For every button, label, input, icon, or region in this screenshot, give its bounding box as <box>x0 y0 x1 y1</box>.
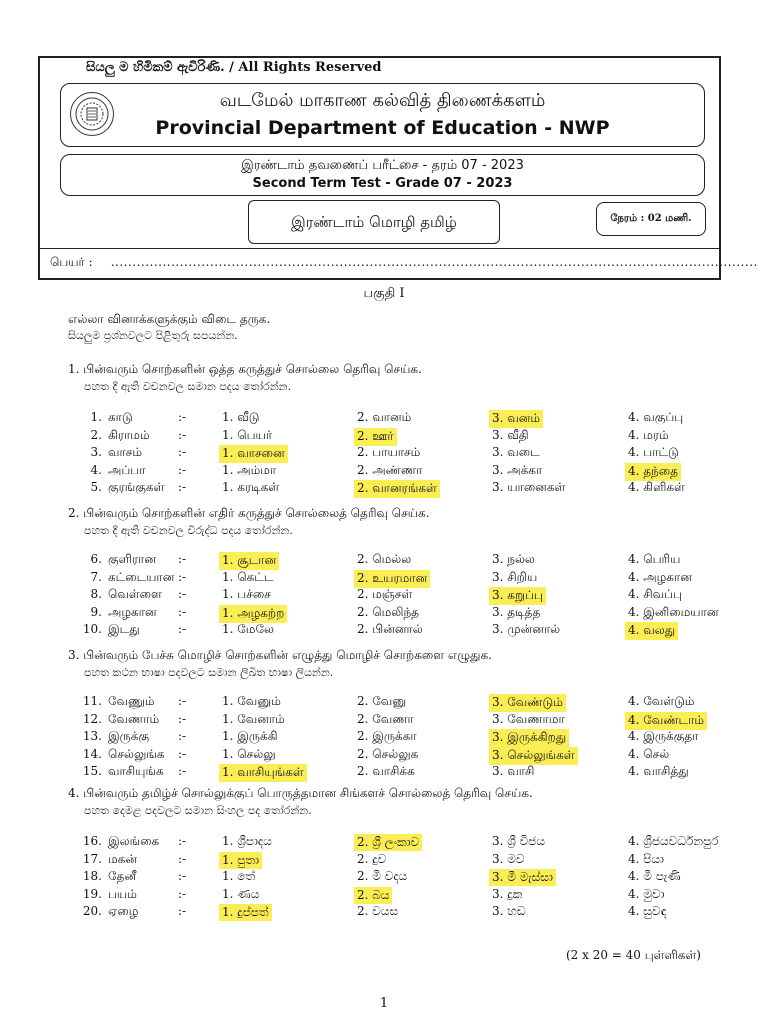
answer-option[interactable]: 1. மேலே <box>222 622 274 636</box>
answer-option[interactable]: 3. வீதி <box>492 427 529 442</box>
answer-option[interactable]: 3. මව <box>492 851 525 866</box>
question-row <box>0 764 768 782</box>
answer-option[interactable]: 3. யானைகள் <box>492 480 566 494</box>
question-separator: :- <box>178 462 187 477</box>
question-separator: :- <box>178 480 187 494</box>
question-row <box>0 904 768 922</box>
highlighted-answer-option[interactable]: 1. පුතා <box>219 852 262 869</box>
question-word: மகன் <box>108 851 137 866</box>
question-row <box>0 712 768 730</box>
question-word: செல்லுங்க <box>108 746 165 761</box>
time-allowed: நேரம் : 02 மணி. <box>596 202 706 236</box>
question-row <box>0 887 768 905</box>
answer-option[interactable]: 1. கெட்ட <box>222 569 274 584</box>
question-row <box>0 587 768 605</box>
highlighted-answer-option[interactable]: 3. செல்லுங்கள் <box>489 747 578 765</box>
answer-option[interactable]: 4. மரம் <box>628 427 669 442</box>
answer-option[interactable]: 1. அம்மா <box>222 462 277 477</box>
question-word: வேணாம் <box>108 711 160 726</box>
question-row <box>0 480 768 498</box>
question-word: காடு <box>108 410 133 424</box>
question-separator: :- <box>178 552 187 566</box>
question-number: 19. <box>82 886 102 901</box>
question-separator: :- <box>178 904 187 918</box>
answer-option[interactable]: 4. வேள்டும் <box>628 694 695 708</box>
answer-option[interactable]: 2. மெல்ல <box>357 552 412 566</box>
question-heading: 3. பின்வரும் பேச்சு மொழிச் சொற்களின் எழுத்து மொழிச் சொற்களை எழுதுக. <box>68 648 492 662</box>
answer-option[interactable]: 4. මී පැණි <box>628 869 681 883</box>
highlighted-answer-option[interactable]: 2. ශ්‍රී ලංකාව <box>354 834 422 851</box>
question-number: 3. <box>90 445 102 459</box>
answer-option[interactable]: 3. வடை <box>492 445 540 459</box>
answer-option[interactable]: 3. வாசி <box>492 764 535 778</box>
question-separator: :- <box>178 886 187 901</box>
question-heading-sinhala: පහත දෙමළ පදවලට සමාන සිංහල පද තෝරන්න. <box>84 804 312 817</box>
answer-option[interactable]: 2. මී වදය <box>357 869 408 883</box>
answer-option[interactable]: 2. செல்லுக <box>357 746 419 761</box>
answer-option[interactable]: 4. இருக்குதா <box>628 729 699 743</box>
highlighted-answer-option[interactable]: 3. இருக்கிறது <box>489 729 569 747</box>
highlighted-answer-option[interactable]: 1. அழகற்ற <box>219 605 287 623</box>
answer-option[interactable]: 2. பின்னால் <box>357 622 423 636</box>
test-title-box <box>60 154 705 196</box>
answer-option[interactable]: 3. හඩ <box>492 904 526 918</box>
question-row <box>0 834 768 852</box>
question-separator: :- <box>178 622 187 636</box>
name-label: பெயர் : <box>50 255 93 269</box>
question-number: 4. <box>90 462 102 477</box>
answer-option[interactable]: 1. செல்லு <box>222 746 276 761</box>
highlighted-answer-option[interactable]: 3. வனம் <box>489 410 543 428</box>
question-separator: :- <box>178 869 187 883</box>
question-row <box>0 747 768 765</box>
question-number: 8. <box>90 587 102 601</box>
instruction-tamil: எல்லா வினாக்களுக்கும் விடை தருக. <box>68 312 271 326</box>
answer-option[interactable]: 2. வேணா <box>357 711 414 726</box>
highlighted-answer-option[interactable]: 2. உயரமான <box>354 570 430 588</box>
question-separator: :- <box>178 604 187 619</box>
answer-option[interactable]: 3. දුක <box>492 886 523 901</box>
answer-option[interactable]: 4. இனிமையான <box>628 604 719 619</box>
question-number: 10. <box>82 622 102 636</box>
answer-option[interactable]: 4. பாட்டு <box>628 445 679 459</box>
answer-option[interactable]: 3. வேணாமா <box>492 711 565 726</box>
answer-option[interactable]: 1. ශ්‍රීපාදය <box>222 834 272 848</box>
highlighted-answer-option[interactable]: 4. வலது <box>625 622 678 640</box>
answer-option[interactable]: 2. வேனு <box>357 694 407 708</box>
answer-option[interactable]: 4. ශ්‍රීජයවර්ධනපුර <box>628 834 719 848</box>
answer-option[interactable]: 2. வாசிக்க <box>357 764 415 778</box>
answer-option[interactable]: 1. வீடு <box>222 410 260 424</box>
question-separator: :- <box>178 729 187 743</box>
highlighted-answer-option[interactable]: 3. මී මැස්සා <box>489 869 556 886</box>
answer-option[interactable]: 1. ණය <box>222 886 260 901</box>
question-number: 11. <box>82 694 102 708</box>
answer-option[interactable]: 1. பச்சை <box>222 587 271 601</box>
answer-option[interactable]: 4. பெரிய <box>628 552 681 566</box>
question-heading-sinhala: පහත දී ඇති වචනවල සමාන පදය තෝරන්න. <box>84 380 292 393</box>
question-word: பயம் <box>108 886 137 901</box>
answer-option[interactable]: 4. சிவப்பு <box>628 587 683 601</box>
answer-option[interactable]: 3. நல்ல <box>492 552 535 566</box>
question-separator: :- <box>178 410 187 424</box>
question-word: இடது <box>108 622 140 636</box>
answer-option[interactable]: 3. முன்னால் <box>492 622 561 636</box>
question-row <box>0 852 768 870</box>
question-number: 2. <box>90 427 102 442</box>
question-row <box>0 605 768 623</box>
question-separator: :- <box>178 711 187 726</box>
question-separator: :- <box>178 587 187 601</box>
question-number: 7. <box>90 569 102 584</box>
answer-option[interactable]: 4. සුවඳ <box>628 904 667 918</box>
question-separator: :- <box>178 834 187 848</box>
answer-option[interactable]: 2. வானம் <box>357 410 412 424</box>
highlighted-answer-option[interactable]: 3. கறுப்பு <box>489 587 546 605</box>
question-word: வாசம் <box>108 445 143 459</box>
answer-option[interactable]: 2. දුව <box>357 851 387 866</box>
question-word: அழகான <box>108 604 157 619</box>
question-number: 5. <box>90 480 102 494</box>
question-number: 13. <box>82 729 102 743</box>
rights-reserved: සියලු ම හිමිකම් ඇවිරිණි. / All Rights Reserved <box>86 60 382 75</box>
department-name-tamil: வடமேல் மாகாண கல்வித் திணைக்களம் <box>219 90 546 111</box>
question-number: 18. <box>82 869 102 883</box>
department-box <box>60 83 705 147</box>
answer-option[interactable]: 4. පියා <box>628 851 664 866</box>
question-separator: :- <box>178 445 187 459</box>
question-number: 6. <box>90 552 102 566</box>
question-row <box>0 463 768 481</box>
question-number: 16. <box>82 834 102 848</box>
answer-option[interactable]: 4. கிளிகள் <box>628 480 685 494</box>
question-separator: :- <box>178 746 187 761</box>
question-word: தேனீ <box>108 869 136 883</box>
highlighted-answer-option[interactable]: 4. தந்தை <box>625 463 681 481</box>
answer-option[interactable]: 3. அக்கா <box>492 462 543 477</box>
question-heading-sinhala: පහත කථන භාෂා පදවලට සමාන ලිඛිත භාෂා ලියන්න. <box>84 666 334 679</box>
answer-option[interactable]: 1. பெயர் <box>222 427 273 442</box>
page-number: 1 <box>379 996 389 1011</box>
part-heading: பகுதி I <box>363 286 405 301</box>
answer-option[interactable]: 1. තේ <box>222 869 256 883</box>
highlighted-answer-option[interactable]: 1. දුප්පත් <box>219 904 272 921</box>
instruction-sinhala: සියලුම ප්‍රශ්නවලට පිළිතුරු සපයන්න. <box>68 329 238 342</box>
question-separator: :- <box>178 427 187 442</box>
question-word: அப்பா <box>108 462 146 477</box>
answer-option[interactable]: 1. கரடிகள் <box>222 480 280 494</box>
highlighted-answer-option[interactable]: 4. வேண்டாம் <box>625 712 707 730</box>
question-word: இலங்கை <box>108 834 160 848</box>
question-number: 20. <box>82 904 102 918</box>
question-word: கிராமம் <box>108 427 150 442</box>
question-heading: 1. பின்வரும் சொற்களின் ஒத்த கருத்துச் சொல்லை தெரிவு செய்க. <box>68 362 422 376</box>
question-row <box>0 694 768 712</box>
answer-option[interactable]: 1. வேனாம் <box>222 711 285 726</box>
answer-option[interactable]: 1. இருக்கி <box>222 729 278 743</box>
header-divider <box>40 248 719 249</box>
highlighted-answer-option[interactable]: 2. බය <box>354 887 392 904</box>
question-row <box>0 428 768 446</box>
name-field[interactable] <box>50 255 758 271</box>
answer-option[interactable]: 2. වයස <box>357 904 399 918</box>
answer-option[interactable]: 4. வகுப்பு <box>628 410 684 424</box>
test-title-english: Second Term Test - Grade 07 - 2023 <box>252 176 513 191</box>
header-frame <box>38 56 758 280</box>
answer-option[interactable]: 2. அண்ணா <box>357 462 423 477</box>
question-number: 15. <box>82 764 102 778</box>
department-name-english: Provincial Department of Education - NWP <box>155 117 610 139</box>
question-row <box>0 729 768 747</box>
question-number: 14. <box>82 746 102 761</box>
question-word: ஏழை <box>108 904 139 918</box>
question-row <box>0 869 768 887</box>
answer-option[interactable]: 2. பாயாசம் <box>357 445 421 459</box>
question-row <box>0 552 768 570</box>
highlighted-answer-option[interactable]: 1. சூடான <box>219 552 279 570</box>
highlighted-answer-option[interactable]: 2. ஊர் <box>354 428 397 446</box>
highlighted-answer-option[interactable]: 3. வேண்டும் <box>489 694 566 712</box>
highlighted-answer-option[interactable]: 1. வாசியுங்கள் <box>219 764 307 782</box>
question-heading: 2. பின்வரும் சொற்களின் எதிர் கருத்துச் சொல்லைத் தெரிவு செய்க. <box>68 506 430 520</box>
question-row <box>0 570 768 588</box>
question-word: வாசியுங்க <box>108 764 164 778</box>
question-heading: 4. பின்வரும் தமிழ்ச் சொல்லுக்குப் பொருத்தமான சிங்களச் சொல்லைத் தெரிவு செய்க. <box>68 786 533 800</box>
question-number: 1. <box>90 410 102 424</box>
answer-option[interactable]: 2. இருக்கா <box>357 729 417 743</box>
question-word: குரங்குகள் <box>108 480 165 494</box>
question-word: வெள்ளை <box>108 587 162 601</box>
answer-option[interactable]: 4. செல் <box>628 746 670 761</box>
highlighted-answer-option[interactable]: 2. வானரங்கள் <box>354 480 440 498</box>
question-number: 12. <box>82 711 102 726</box>
answer-option[interactable]: 3. ශ්‍රී විජය <box>492 834 546 848</box>
question-separator: :- <box>178 694 187 708</box>
question-row <box>0 410 768 428</box>
answer-option[interactable]: 2. மெலிந்த <box>357 604 419 619</box>
name-blank-line[interactable]: ...................................................................................................................................................... <box>110 255 758 269</box>
answer-option[interactable]: 4. வாசித்து <box>628 764 689 778</box>
total-marks: (2 x 20 = 40 புள்ளிகள்) <box>566 948 701 962</box>
highlighted-answer-option[interactable]: 1. வாசனை <box>219 445 288 463</box>
question-separator: :- <box>178 851 187 866</box>
answer-option[interactable]: 3. தடித்த <box>492 604 541 619</box>
question-separator: :- <box>178 764 187 778</box>
answer-option[interactable]: 2. மஞ்சள் <box>357 587 413 601</box>
answer-option[interactable]: 4. මුවා <box>628 886 665 901</box>
question-separator: :- <box>178 569 187 584</box>
question-number: 9. <box>90 604 102 619</box>
answer-option[interactable]: 1. வேனும் <box>222 694 281 708</box>
question-number: 17. <box>82 851 102 866</box>
answer-option[interactable]: 4. அழகான <box>628 569 692 584</box>
question-word: வேணும் <box>108 694 155 708</box>
test-title-tamil: இரண்டாம் தவணைப் பரீட்சை - தரம் 07 - 2023 <box>241 158 524 173</box>
answer-option[interactable]: 3. சிறிய <box>492 569 538 584</box>
question-heading-sinhala: පහත දී ඇති වචනවල විරුද්ධ පදය තෝරන්න. <box>84 524 293 537</box>
subject-title: இரண்டாம் மொழி தமிழ் <box>248 200 500 244</box>
question-word: குளிரான <box>108 552 156 566</box>
question-row <box>0 622 768 640</box>
question-row <box>0 445 768 463</box>
question-word: இருக்கு <box>108 729 150 743</box>
question-word: கட்டையான <box>108 569 175 584</box>
